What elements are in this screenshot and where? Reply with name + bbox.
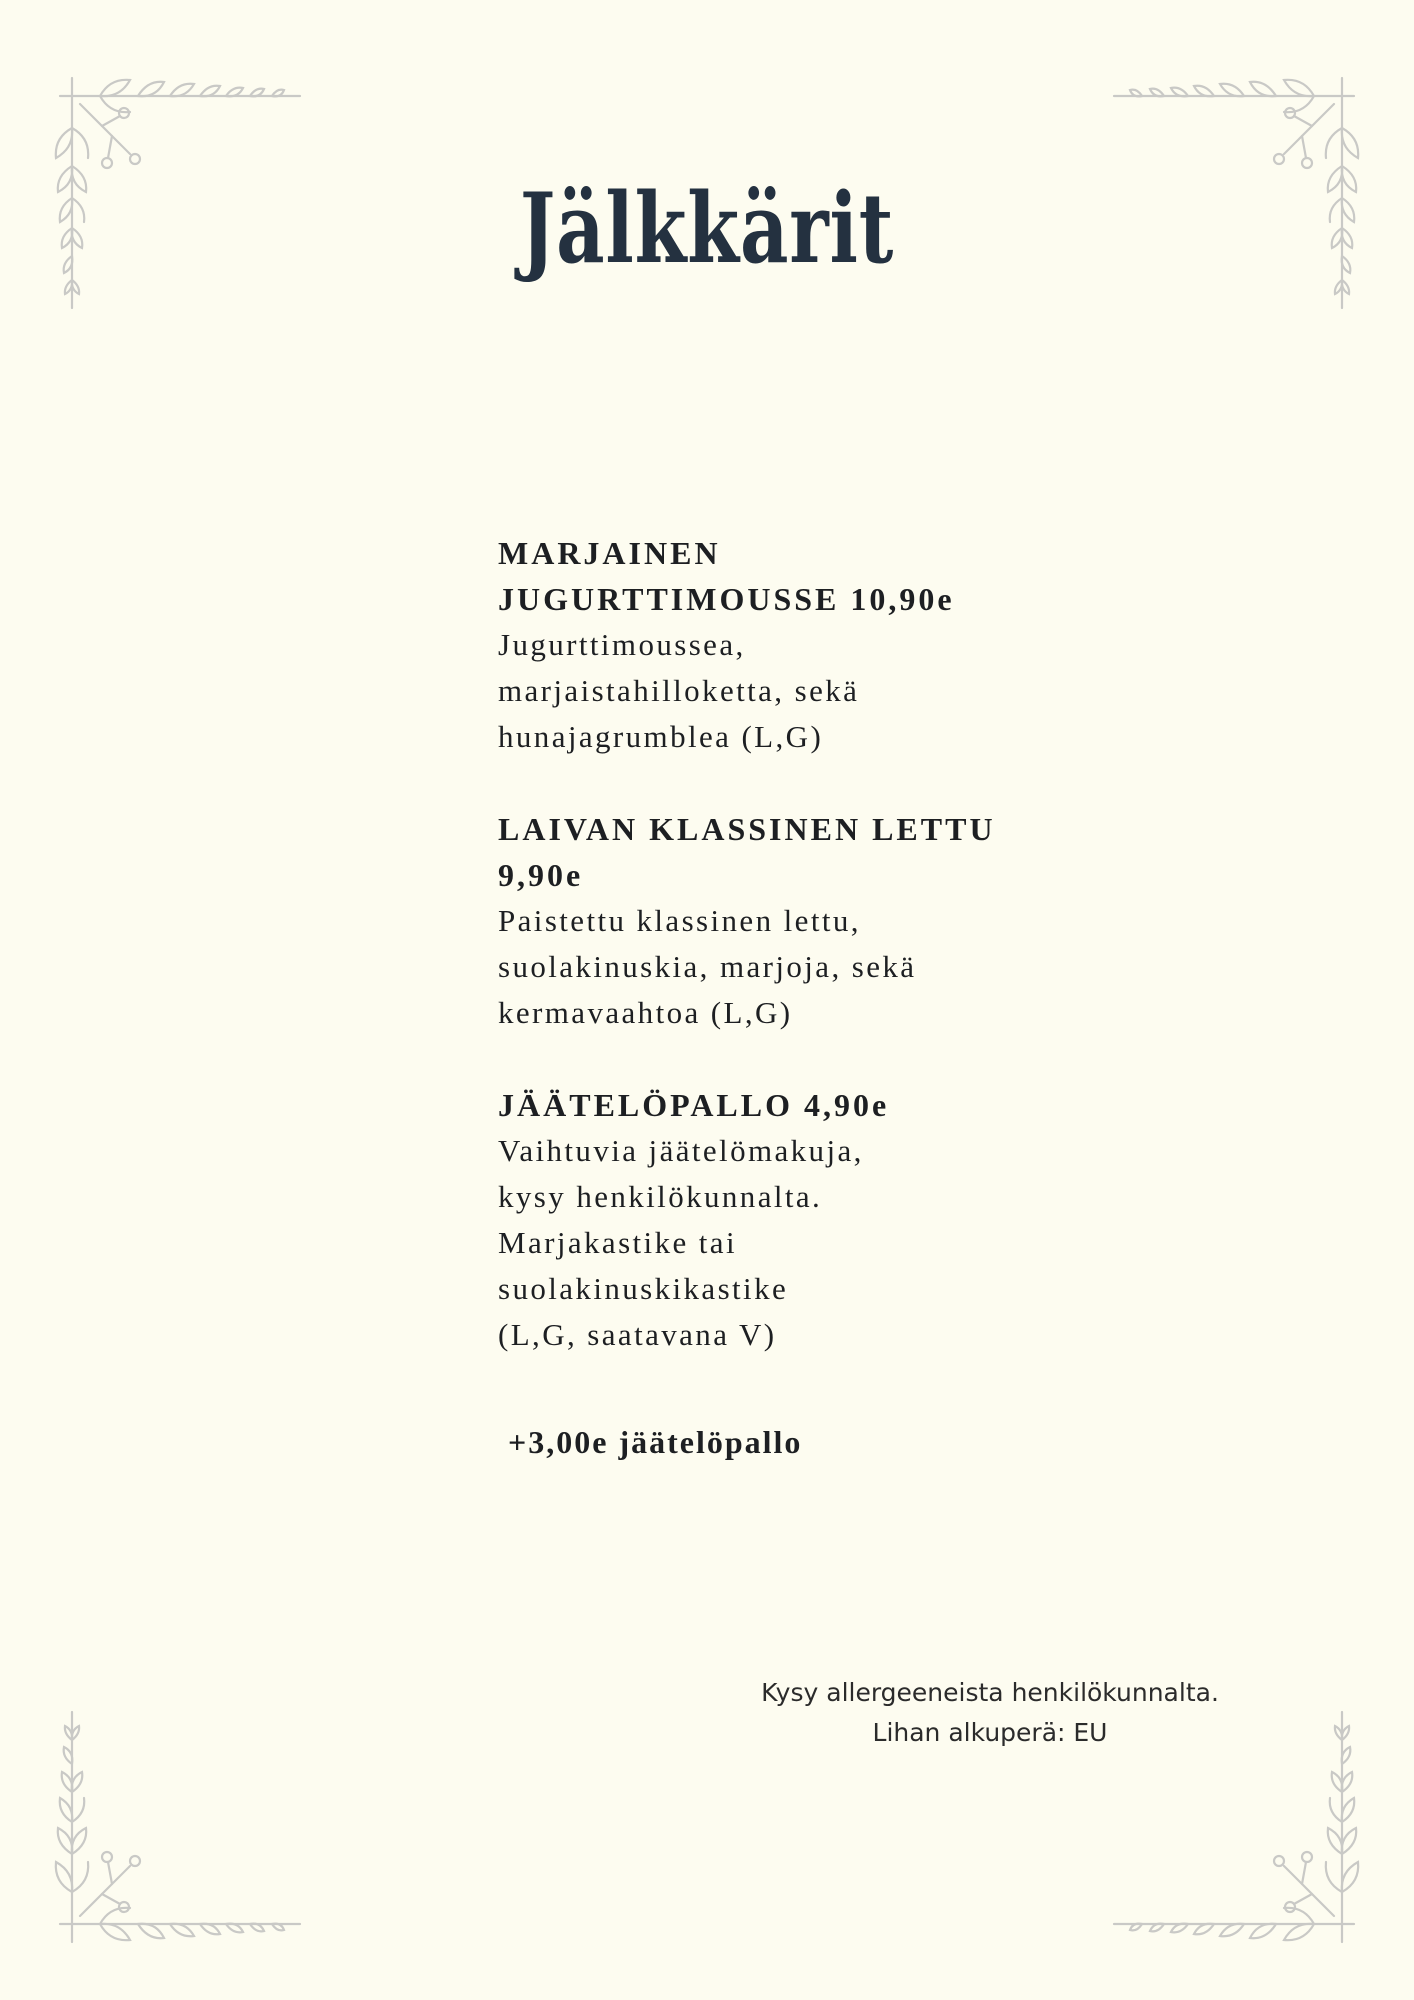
menu-item xyxy=(498,530,1038,760)
dessert-menu xyxy=(498,530,1038,1461)
menu-item-name: MARJAINEN xyxy=(498,535,721,571)
menu-item-description: Vaihtuvia jäätelömakuja, kysy henkilökunnalta. Marjakastike tai suolakinuskikastike (L,G, saatavana V) xyxy=(498,1133,864,1352)
meat-origin-line: Lihan alkuperä: EU xyxy=(872,1718,1108,1747)
menu-item xyxy=(498,1082,1038,1358)
leaf-branch-icon xyxy=(50,1702,310,1962)
corner-ornament-bottom-left xyxy=(50,1702,310,1962)
menu-item xyxy=(498,806,1038,1036)
page-title: Jälkkärit xyxy=(519,172,895,285)
menu-item-description: Paistettu klassinen lettu, suolakinuskia, marjoja, sekä kermavaahtoa (L,G) xyxy=(498,903,917,1030)
menu-item-name: LAIVAN KLASSINEN LETTU xyxy=(498,811,996,847)
allergen-note xyxy=(700,1673,1280,1753)
menu-item-description: Jugurttimoussea, marjaistahilloketta, sekä hunajagrumblea (L,G) xyxy=(498,627,860,754)
menu-item-name-price: JUGURTTIMOUSSE 10,90e xyxy=(498,581,955,617)
menu-extra-option: +3,00e jäätelöpallo xyxy=(508,1424,803,1460)
menu-item-name-price: JÄÄTELÖPALLO 4,90e xyxy=(498,1087,890,1123)
allergen-note-line: Kysy allergeeneista henkilökunnalta. xyxy=(761,1678,1219,1707)
menu-item-price: 9,90e xyxy=(498,857,584,893)
